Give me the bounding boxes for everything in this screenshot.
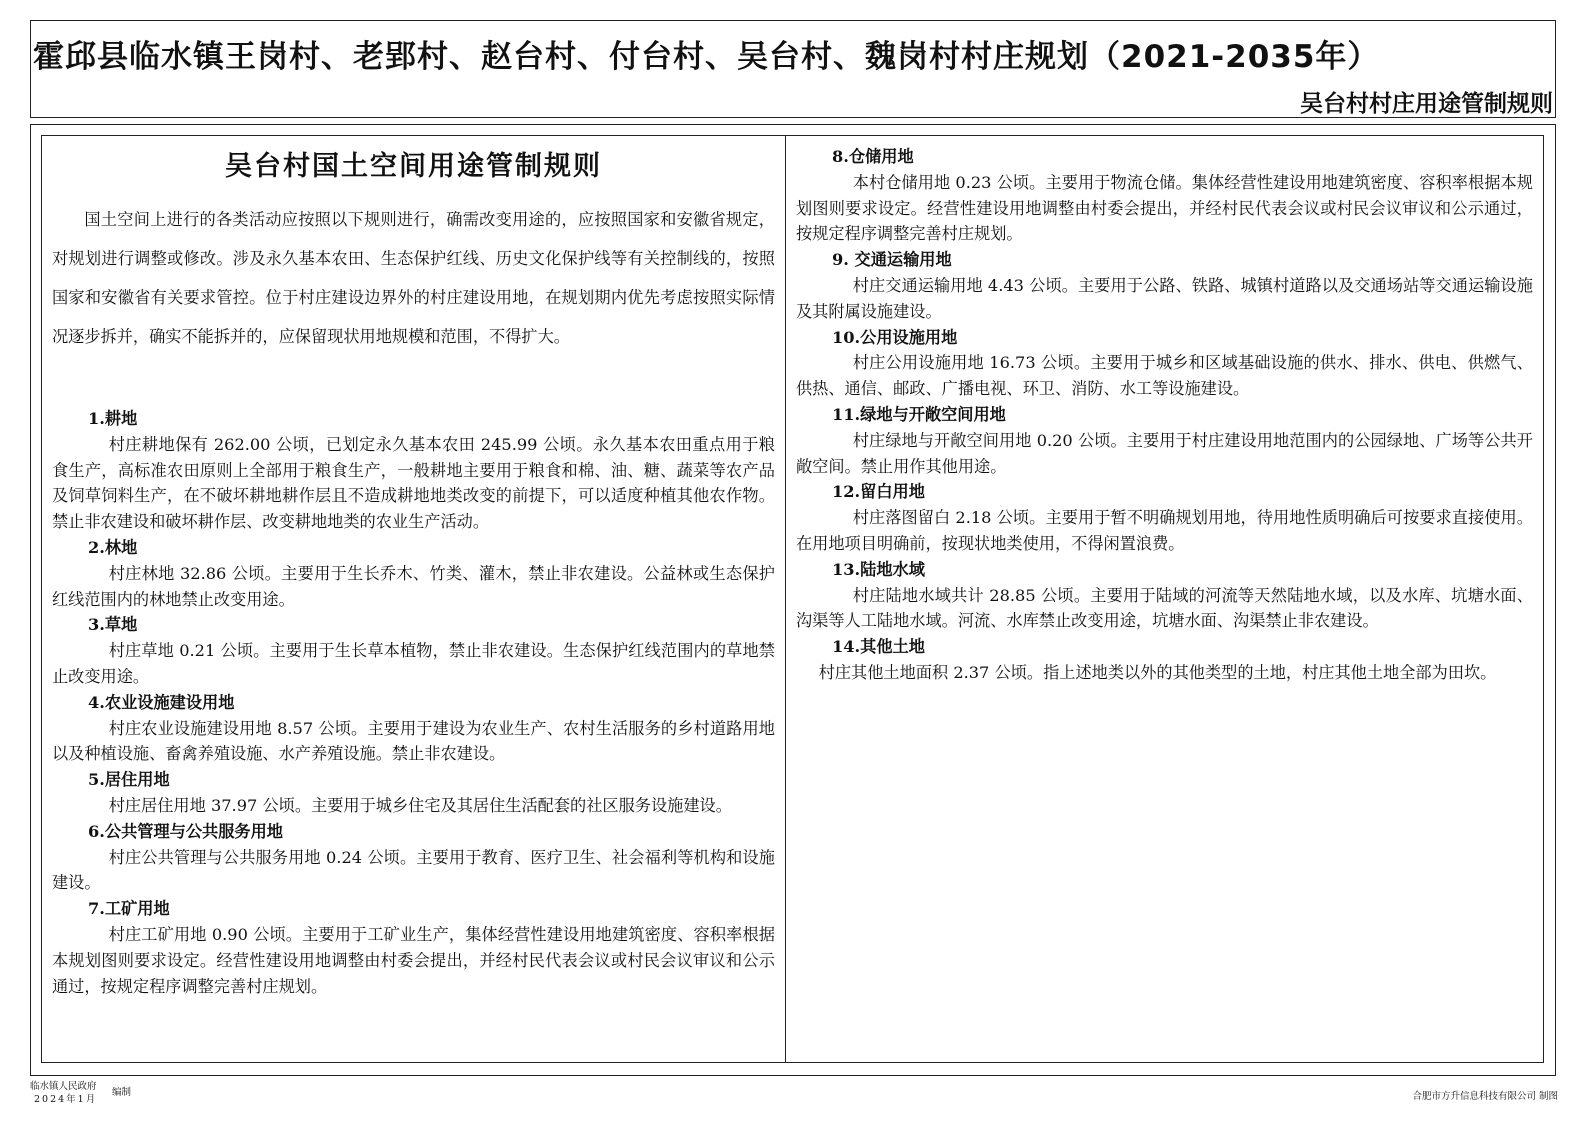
section-body: 村庄落图留白 2.18 公顷。主要用于暂不明确规划用地，待用地性质明确后可按要求直接使用。在用地项目明确前，按现状地类使用，不得闲置浪费。 (796, 508, 1533, 553)
footer-date: 2024年1月 (34, 1094, 98, 1105)
section-heading: 14.其他土地 (832, 637, 925, 657)
section-body: 村庄交通运输用地 4.43 公顷。主要用于公路、铁路、城镇村道路以及交通场站等交通运输设施及其附属设施建设。 (796, 275, 1533, 321)
section-body: 村庄居住用地 37.97 公顷。主要用于城乡住宅及其居住生活配套的社区服务设施建设。 (108, 795, 732, 815)
footer-publisher (30, 1080, 132, 1106)
section-heading: 2.林地 (88, 537, 138, 557)
section-body: 本村仓储用地 0.23 公顷。主要用于物流仓储。集体经营性建设用地建筑密度、容积率根据本规划图则要求设定。经营性建设用地调整由村委会提出，并经村民代表会议或村民会议审议和公示通过，按规定程序调整完善村庄规划。 (796, 172, 1533, 244)
section-heading: 7.工矿用地 (88, 899, 170, 919)
section-heading: 11.绿地与开敞空间用地 (832, 404, 1006, 424)
section-body: 村庄耕地保有 262.00 公顷，已划定永久基本农田 245.99 公顷。永久基本农田重点用于粮食生产，高标准农田原则上全部用于粮食生产，一般耕地主要用于粮食和棉、油、糖、蔬菜等农产品及饲草饲料生产，在不破坏耕地耕作层且不造成耕地地类改变的前提下，可以适度种植其他农作物。禁止非农建设和破坏耕作层、改变耕地地类的农业生产活动。 (52, 434, 775, 532)
section-heading: 1.耕地 (88, 409, 138, 428)
section-body: 村庄绿地与开敞空间用地 0.20 公顷。主要用于村庄建设用地范围内的公园绿地、广场等公共开敞空间。禁止用作其他用途。 (796, 430, 1533, 476)
section-heading: 10.公用设施用地 (832, 327, 958, 347)
section-heading: 3.草地 (88, 615, 138, 635)
section-heading: 5.居住用地 (88, 770, 170, 790)
section-body: 村庄草地 0.21 公顷。主要用于生长草本植物，禁止非农建设。生态保护红线范围内的草地禁止改变用途。 (52, 641, 775, 686)
section-heading: 9. 交通运输用地 (832, 250, 952, 270)
intro-paragraph: 国土空间上进行的各类活动应按照以下规则进行，确需改变用途的，应按照国家和安徽省规定，对规划进行调整或修改。涉及永久基本农田、生态保护红线、历史文化保护线等有关控制线的，按照国家和安徽省有关要求管控。位于村庄建设边界外的村庄建设用地，在规划期内优先考虑按照实际情况逐步拆并，确实不能拆并的，应保留现状用地规模和范围，不得扩大。 (52, 210, 775, 346)
section-heading: 4.农业设施建设用地 (88, 692, 235, 712)
header-frame (30, 20, 1556, 118)
section-heading: 6.公共管理与公共服务用地 (88, 821, 283, 841)
right-column (786, 136, 1543, 1062)
sections-left (52, 406, 775, 999)
footer-maker: 合肥市方升信息科技有限公司 制图 (1412, 1091, 1558, 1102)
sections-right (796, 144, 1533, 686)
section-body: 村庄工矿用地 0.90 公顷。主要用于工矿业生产，集体经营性建设用地建筑密度、容积率根据本规划图则要求设定。经营性建设用地调整由村委会提出，并经村民代表会议或村民会议审议和公示通过，按规定程序调整完善村庄规划。 (52, 924, 775, 996)
section-body: 村庄林地 32.86 公顷。主要用于生长乔木、竹类、灌木，禁止非农建设。公益林或生态保护红线范围内的林地禁止改变用途。 (52, 563, 775, 609)
content-inner-frame (41, 135, 1544, 1063)
document-title: 吴台村国土空间用途管制规则 (225, 151, 602, 182)
section-body: 村庄公共管理与公共服务用地 0.24 公顷。主要用于教育、医疗卫生、社会福利等机构和设施建设。 (52, 847, 775, 893)
plan-subtitle: 吴台村村庄用途管制规则 (1300, 91, 1553, 117)
plan-title: 霍邱县临水镇王岗村、老郢村、赵台村、付台村、吴台村、魏岗村村庄规划（2021-2035年） (33, 39, 1380, 75)
section-body: 村庄公用设施用地 16.73 公顷。主要用于城乡和区域基础设施的供水、排水、供电、供燃气、供热、通信、邮政、广播电视、环卫、消防、水工等设施建设。 (796, 353, 1533, 399)
footer-org: 临水镇人民政府 (30, 1081, 97, 1092)
section-body: 村庄陆地水域共计 28.85 公顷。主要用于陆域的河流等天然陆地水域，以及水库、坑塘水面、沟渠等人工陆地水域。河流、水库禁止改变用途，坑塘水面、沟渠禁止非农建设。 (796, 585, 1533, 631)
section-body: 村庄其他土地面积 2.37 公顷。指上述地类以外的其他类型的土地，村庄其他土地全部为田坎。 (818, 662, 1497, 682)
section-body: 村庄农业设施建设用地 8.57 公顷。主要用于建设为农业生产、农村生活服务的乡村道路用地以及种植设施、畜禽养殖设施、水产养殖设施。禁止非农建设。 (52, 718, 775, 764)
section-heading: 13.陆地水域 (832, 559, 925, 579)
content-outer-frame (30, 124, 1556, 1076)
footer-note: 编制 (112, 1087, 132, 1098)
section-heading: 8.仓储用地 (832, 147, 914, 166)
left-column (42, 136, 786, 1062)
section-heading: 12.留白用地 (832, 482, 925, 502)
